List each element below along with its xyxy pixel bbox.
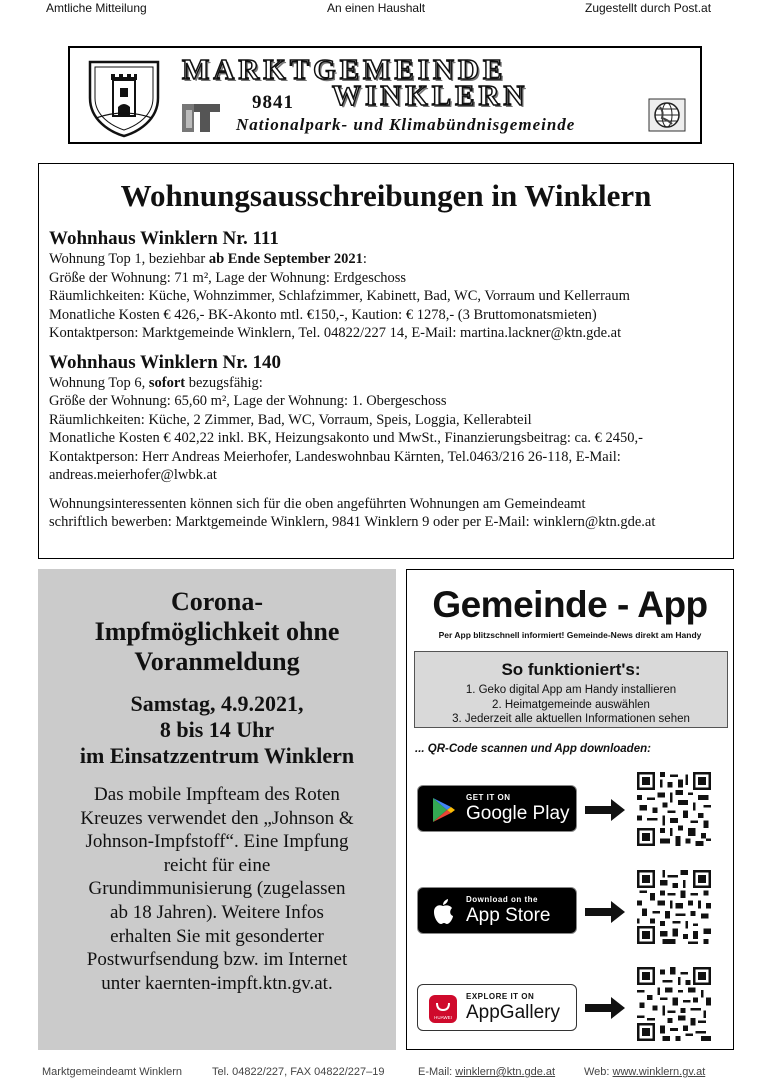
footer-email-label: E-Mail:	[418, 1066, 456, 1078]
howto-title: So funktioniert's:	[501, 660, 641, 679]
house1-size: Größe der Wohnung: 71 m², Lage der Wohnung: Erdgeschoss	[49, 269, 407, 286]
house2-costs: Monatliche Kosten € 402,22 inkl. BK, Heizungsakonto und MwSt., Finanzierungsbeitrag: ca. € 2450,-	[49, 430, 644, 446]
corona-text-line: Grundimmunisierung (zugelassen	[88, 878, 346, 900]
nationalpark-logo-icon	[182, 102, 220, 134]
masthead-title-line1: MARKTGEMEINDE	[182, 54, 507, 86]
corona-title-line2: Impfmöglichkeit ohne	[94, 617, 340, 646]
corona-text-line: erhalten Sie mit gesonderter	[110, 925, 324, 947]
corona-date: Samstag, 4.9.2021,	[130, 691, 304, 716]
arrow-right-icon	[585, 997, 625, 1019]
corona-time: 8 bis 14 Uhr	[159, 717, 275, 742]
corona-text-line: ab 18 Jahren). Weitere Infos	[110, 901, 324, 923]
footer-web-link[interactable]: www.winklern.gv.at	[612, 1066, 706, 1078]
apple-icon	[428, 897, 458, 927]
house1-availability-date: ab Ende September 2021	[208, 251, 363, 267]
corona-text-line: Johnson-Impfstoff“. Eine Impfung	[85, 831, 349, 853]
google-play-small-label: GET IT ON	[466, 793, 511, 802]
footer-office: Marktgemeindeamt Winklern	[42, 1066, 182, 1078]
app-store-label: App Store	[466, 905, 551, 926]
qr-hint: ... QR-Code scannen und App downloaden:	[415, 743, 651, 755]
delivery-label: Zugestellt durch Post.at	[585, 1, 712, 15]
huawei-brand-label: HUAWEI	[434, 1015, 452, 1020]
google-play-label: Google Play	[466, 803, 570, 824]
howto-step: 1. Geko digital App am Handy installieren	[465, 684, 677, 696]
footer-phone: Tel. 04822/227, FAX 04822/227–19	[212, 1066, 385, 1078]
masthead-subtitle: Nationalpark- und Klimabündnisgemeinde	[236, 115, 576, 134]
app-title: Gemeinde - App	[432, 584, 708, 625]
climate-alliance-globe-icon	[648, 98, 686, 132]
house1-availability	[49, 250, 723, 269]
masthead-title-line2: WINKLERN	[332, 80, 529, 112]
app-store-button[interactable]	[417, 887, 577, 934]
arrow-right-icon	[585, 901, 625, 923]
footer-web	[584, 1066, 705, 1078]
application-note-line1: Wohnungsinteressenten können sich für die oben angeführten Wohnungen am Gemeindeamt	[49, 495, 586, 512]
house1-availability-text: Wohnung Top 1, beziehbar	[49, 251, 209, 267]
house1-availability-colon: :	[362, 251, 367, 267]
corona-title-line1: Corona-	[171, 587, 263, 616]
qr-code-google-play[interactable]	[637, 772, 711, 846]
house1-costs: Monatliche Kosten € 426,- BK-Akonto mtl. €150,-, Kaution: € 1278,- (3 Bruttomonatsmieten)	[49, 306, 597, 323]
corona-text-line: unter kaernten-impft.ktn.gv.at.	[101, 972, 333, 994]
arrow-right-icon	[585, 799, 625, 821]
house2-contact-email: andreas.meierhofer@lwbk.at	[49, 467, 217, 483]
corona-text-line: Kreuzes verwendet den „Johnson &	[80, 807, 354, 829]
top-line	[0, 0, 762, 18]
app-gallery-button[interactable]	[417, 984, 577, 1031]
house2-rooms: Räumlichkeiten: Küche, 2 Zimmer, Bad, WC, Vorraum, Speis, Loggia, Kellerabteil	[49, 411, 532, 428]
housing-announcement	[38, 163, 734, 559]
qr-code-app-gallery[interactable]	[637, 967, 711, 1041]
house1-rooms: Räumlichkeiten: Küche, Wohnzimmer, Schlafzimmer, Kabinett, Bad, WC, Vorraum und Kellerraum	[49, 288, 630, 304]
app-gallery-label: AppGallery	[466, 1002, 560, 1023]
house2-availability-rest: bezugsfähig:	[185, 374, 263, 391]
household-label: An einen Haushalt	[327, 1, 426, 15]
house2-availability-bold: sofort	[148, 374, 186, 391]
corona-vaccination-box	[38, 569, 396, 1050]
announcement-title: Wohnungsausschreibungen in Winklern	[120, 178, 652, 213]
corona-title-line3: Voranmeldung	[134, 647, 300, 676]
house2-size: Größe der Wohnung: 65,60 m², Lage der Wohnung: 1. Obergeschoss	[49, 393, 447, 409]
corona-location: im Einsatzzentrum Winklern	[79, 743, 355, 768]
corona-description	[38, 783, 396, 995]
house2-contact: Kontaktperson: Herr Andreas Meierhofer, Landeswohnbau Kärnten, Tel.0463/216 26-118, E-Mail:	[49, 448, 621, 465]
gemeinde-app-box	[406, 569, 734, 1050]
huawei-appgallery-icon	[428, 994, 458, 1024]
footer-email-link[interactable]: winklern@ktn.gde.at	[455, 1066, 556, 1078]
house2-availability-text: Wohnung Top 6,	[49, 374, 149, 391]
app-gallery-small-label: EXPLORE IT ON	[466, 992, 535, 1001]
google-play-icon	[428, 795, 458, 825]
howto-step: 2. Heimatgemeinde auswählen	[492, 698, 650, 711]
house2-title: Wohnhaus Winklern Nr. 140	[49, 351, 281, 373]
google-play-button[interactable]	[417, 785, 577, 832]
app-store-small-label: Download on the	[466, 895, 538, 904]
footer-email	[418, 1066, 555, 1078]
app-subtitle: Per App blitzschnell informiert! Gemeinde-News direkt am Handy	[438, 630, 702, 640]
masthead	[68, 46, 702, 144]
howto-box	[414, 651, 728, 728]
qr-code-app-store[interactable]	[637, 870, 711, 944]
coat-of-arms-icon	[86, 58, 162, 138]
house1-title: Wohnhaus Winklern Nr. 111	[49, 228, 279, 249]
corona-text-line: Das mobile Impfteam des Roten	[94, 784, 340, 805]
footer-web-label: Web:	[584, 1066, 613, 1078]
official-notice-label: Amtliche Mitteilung	[46, 1, 147, 15]
application-note-line2: schriftlich bewerben: Marktgemeinde Winklern, 9841 Winklern 9 oder per E-Mail: winklern@ktn.gde.at	[49, 514, 656, 530]
corona-text-line: reicht für eine	[163, 854, 271, 876]
house1-contact: Kontaktperson: Marktgemeinde Winklern, Tel. 04822/227 14, E-Mail: martina.lackner@ktn.gde.at	[49, 325, 622, 341]
house2-availability	[49, 374, 723, 393]
masthead-zip: 9841	[252, 92, 294, 113]
howto-step: 3. Jederzeit alle aktuellen Informationen sehen	[452, 713, 690, 725]
corona-text-line: Postwurfsendung bzw. im Internet	[86, 949, 348, 971]
